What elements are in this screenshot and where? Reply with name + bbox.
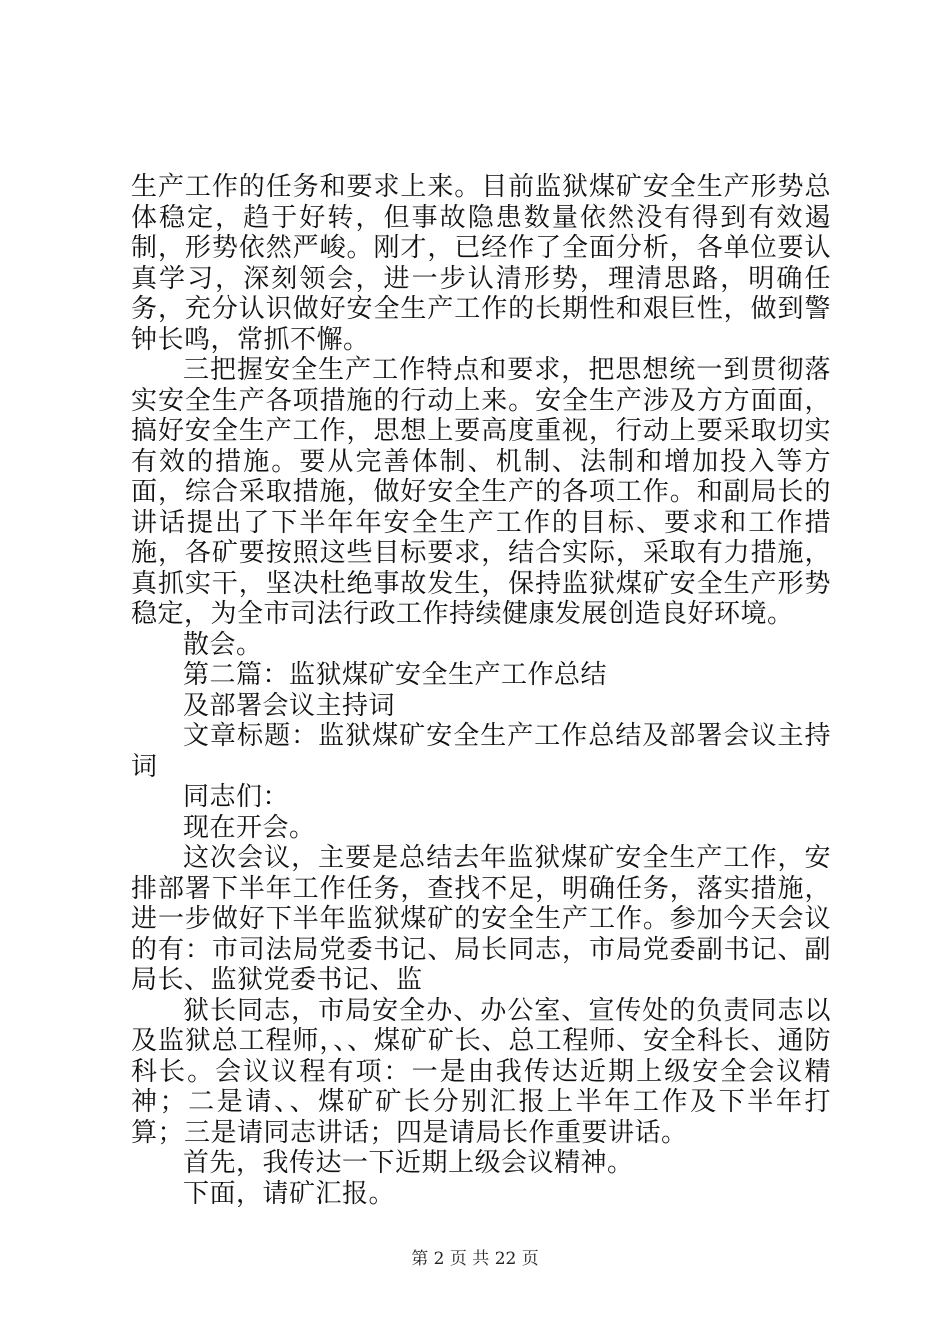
paragraph-open-meeting: 现在开会。 [183, 812, 316, 843]
heading-part-two-continued: 及部署会议主持词 [183, 690, 396, 721]
paragraph-meeting-purpose: 这次会议，主要是总结去年监狱煤矿安全生产工作，安排部署下半年工作任务，查找不足，明确任务，落实措施，进一步做好下半年监狱煤矿的安全生产工作。参加今天会议的有：市司法局党委书记、局长同志，市局党委副书记、副局长、监狱党委书记、监 [131, 843, 831, 995]
paragraph-first-item: 首先，我传达一下近期上级会议精神。 [183, 1148, 634, 1178]
document-body [131, 172, 831, 1209]
paragraph-adjourn: 散会。 [183, 629, 263, 660]
paragraph-greeting: 同志们： [183, 782, 290, 812]
heading-part-two: 第二篇：监狱煤矿安全生产工作总结 [183, 660, 608, 690]
paragraph-attendees-agenda: 狱长同志，市局安全办、办公室、宣传处的负责同志以及监狱总工程师，、、煤矿矿长、总工程师、安全科长、通防科长。会议议程有项：一是由我传达近期上级安全会议精神；二是请、、煤矿矿长分别汇报上半年工作及下半年打算；三是请同志讲话；四是请局长作重要讲话。 [131, 995, 831, 1148]
article-title-line: 文章标题：监狱煤矿安全生产工作总结及部署会议主持词 [131, 721, 831, 782]
paragraph-continuation: 生产工作的任务和要求上来。目前监狱煤矿安全生产形势总体稳定，趋于好转，但事故隐患数量依然没有得到有效遏制，形势依然严峻。刚才，已经作了全面分析，各单位要认真学习，深刻领会，进一步认清形势，理清思路，明确任务，充分认识做好安全生产工作的长期性和艰巨性，做到警钟长鸣，常抓不懈。 [131, 172, 831, 355]
paragraph-section-three: 三把握安全生产工作特点和要求，把思想统一到贯彻落实安全生产各项措施的行动上来。安全生产涉及方方面面，搞好安全生产工作，思想上要高度重视，行动上要采取切实有效的措施。要从完善体制、机制、法制和增加投入等方面，综合采取措施，做好安全生产的各项工作。和副局长的讲话提出了下半年年安全生产工作的目标、要求和工作措施，各矿要按照这些目标要求，结合实际，采取有力措施，真抓实干，坚决杜绝事故发生，保持监狱煤矿安全生产形势稳定，为全市司法行政工作持续健康发展创造良好环境。 [131, 355, 831, 629]
paragraph-next-item: 下面，请矿汇报。 [183, 1178, 396, 1209]
page-number-footer: 第 2 页 共 22 页 [411, 1249, 539, 1269]
